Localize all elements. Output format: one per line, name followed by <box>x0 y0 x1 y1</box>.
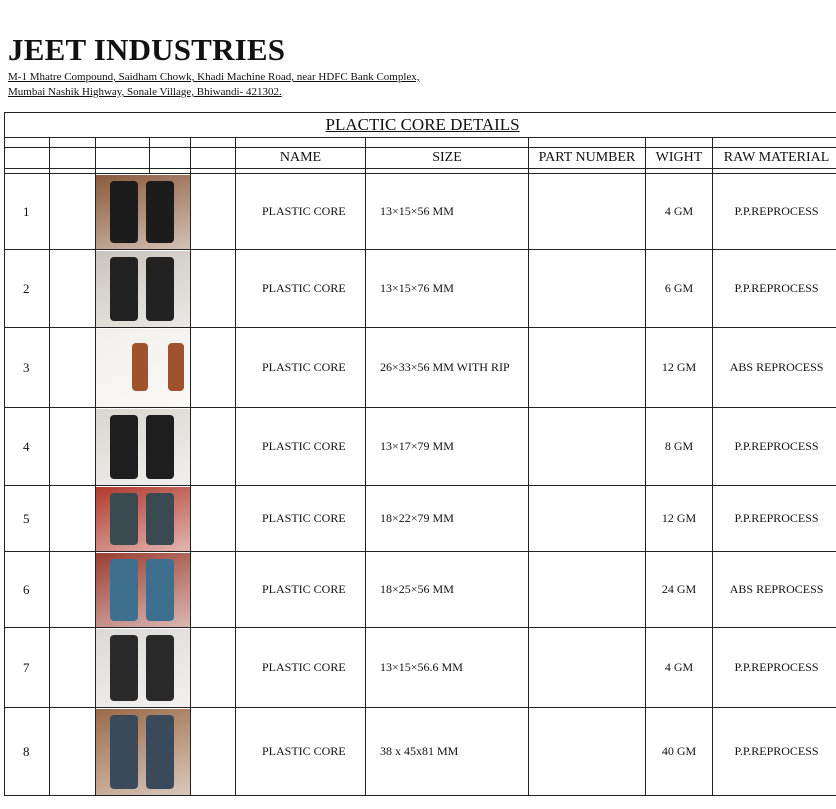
plastic-core-photo <box>96 175 190 249</box>
part-number-cell <box>529 250 646 328</box>
raw-material-cell: P.P.REPROCESS <box>713 408 836 486</box>
address-line-2: Mumbai Nashik Highway, Sonale Village, Bhiwandi- 421302. <box>8 86 282 98</box>
core-tube-shape <box>146 493 174 545</box>
empty-cell <box>50 552 96 628</box>
raw-material-cell: P.P.REPROCESS <box>713 486 836 552</box>
size-cell: 13×15×76 MM <box>366 250 529 328</box>
size-cell: 13×15×56.6 MM <box>366 628 529 708</box>
empty-cell <box>191 708 236 796</box>
plastic-core-photo <box>96 487 190 551</box>
plastic-core-photo <box>96 709 190 795</box>
empty-cell <box>50 708 96 796</box>
serial-number-cell: 8 <box>5 708 50 796</box>
serial-number-cell: 7 <box>5 628 50 708</box>
part-number-cell <box>529 708 646 796</box>
product-photo-cell <box>96 552 191 628</box>
plastic-core-photo <box>96 251 190 327</box>
name-cell: PLASTIC CORE <box>236 552 366 628</box>
weight-cell: 4 GM <box>646 628 713 708</box>
part-number-cell <box>529 486 646 552</box>
part-number-cell <box>529 408 646 486</box>
table-row <box>5 408 836 486</box>
raw-material-cell: P.P.REPROCESS <box>713 708 836 796</box>
part-number-cell <box>529 174 646 250</box>
empty-cell <box>50 250 96 328</box>
part-number-cell <box>529 552 646 628</box>
size-cell: 13×15×56 MM <box>366 174 529 250</box>
plastic-core-photo <box>96 409 190 485</box>
name-cell: PLASTIC CORE <box>236 250 366 328</box>
empty-cell <box>191 408 236 486</box>
product-photo-cell <box>96 486 191 552</box>
plastic-core-photo <box>96 629 190 707</box>
name-cell: PLASTIC CORE <box>236 486 366 552</box>
product-photo-cell <box>96 250 191 328</box>
size-cell: 13×17×79 MM <box>366 408 529 486</box>
core-tube-shape <box>146 635 174 701</box>
address-line-1: M-1 Mhatre Compound, Saidham Chowk, Khadi Machine Road, near HDFC Bank Complex, <box>8 71 420 83</box>
serial-number-cell: 6 <box>5 552 50 628</box>
size-cell: 26×33×56 MM WITH RIP <box>366 328 529 408</box>
size-cell: 18×25×56 MM <box>366 552 529 628</box>
empty-cell <box>50 408 96 486</box>
name-cell: PLASTIC CORE <box>236 708 366 796</box>
core-tube-shape <box>146 715 174 789</box>
empty-cell <box>191 552 236 628</box>
col-header-size: SIZE <box>366 148 529 169</box>
name-cell: PLASTIC CORE <box>236 628 366 708</box>
col-header-weight: WIGHT <box>646 148 713 169</box>
plastic-core-photo <box>96 329 190 407</box>
table-body <box>5 113 836 796</box>
weight-cell: 40 GM <box>646 708 713 796</box>
weight-cell: 12 GM <box>646 486 713 552</box>
col-header-part-number: PART NUMBER <box>529 148 646 169</box>
empty-cell <box>50 174 96 250</box>
raw-material-cell: ABS REPROCESS <box>713 552 836 628</box>
plastic-core-photo <box>96 553 190 627</box>
core-tube-shape <box>110 635 138 701</box>
core-tube-shape <box>110 715 138 789</box>
empty-cell <box>191 250 236 328</box>
empty-cell <box>50 628 96 708</box>
core-tube-shape <box>110 559 138 621</box>
core-tube-shape <box>110 257 138 321</box>
core-tube-shape <box>146 415 174 479</box>
core-tube-shape <box>146 181 174 243</box>
name-cell: PLASTIC CORE <box>236 174 366 250</box>
table-row <box>5 628 836 708</box>
serial-number-cell: 2 <box>5 250 50 328</box>
weight-cell: 8 GM <box>646 408 713 486</box>
header-row <box>5 148 836 169</box>
part-number-cell <box>529 628 646 708</box>
size-cell: 18×22×79 MM <box>366 486 529 552</box>
core-tube-shape <box>146 257 174 321</box>
product-photo-cell <box>96 628 191 708</box>
core-tube-shape <box>110 493 138 545</box>
core-tube-shape <box>110 415 138 479</box>
empty-cell <box>191 328 236 408</box>
empty-cell <box>191 628 236 708</box>
plastic-core-table <box>4 112 836 796</box>
empty-cell <box>191 486 236 552</box>
weight-cell: 4 GM <box>646 174 713 250</box>
empty-cell <box>191 174 236 250</box>
product-photo-cell <box>96 328 191 408</box>
raw-material-cell: ABS REPROCESS <box>713 328 836 408</box>
core-tube-shape <box>132 343 148 391</box>
core-tube-shape <box>110 181 138 243</box>
product-photo-cell <box>96 408 191 486</box>
serial-number-cell: 1 <box>5 174 50 250</box>
table-title: PLACTIC CORE DETAILS <box>5 113 836 138</box>
table-row <box>5 328 836 408</box>
part-number-cell <box>529 328 646 408</box>
col-header-raw-material: RAW MATERIAL <box>713 148 836 169</box>
raw-material-cell: P.P.REPROCESS <box>713 174 836 250</box>
weight-cell: 12 GM <box>646 328 713 408</box>
col-header-name: NAME <box>236 148 366 169</box>
product-photo-cell <box>96 174 191 250</box>
company-name: JEET INDUSTRIES <box>8 32 286 67</box>
core-tube-shape <box>168 343 184 391</box>
table-row <box>5 552 836 628</box>
size-cell: 38 x 45x81 MM <box>366 708 529 796</box>
empty-cell <box>50 486 96 552</box>
product-photo-cell <box>96 708 191 796</box>
core-tube-shape <box>146 559 174 621</box>
raw-material-cell: P.P.REPROCESS <box>713 250 836 328</box>
weight-cell: 6 GM <box>646 250 713 328</box>
table-row <box>5 250 836 328</box>
serial-number-cell: 5 <box>5 486 50 552</box>
table-row <box>5 708 836 796</box>
name-cell: PLASTIC CORE <box>236 328 366 408</box>
empty-cell <box>50 328 96 408</box>
name-cell: PLASTIC CORE <box>236 408 366 486</box>
table-row <box>5 174 836 250</box>
weight-cell: 24 GM <box>646 552 713 628</box>
table-row <box>5 486 836 552</box>
serial-number-cell: 4 <box>5 408 50 486</box>
raw-material-cell: P.P.REPROCESS <box>713 628 836 708</box>
serial-number-cell: 3 <box>5 328 50 408</box>
